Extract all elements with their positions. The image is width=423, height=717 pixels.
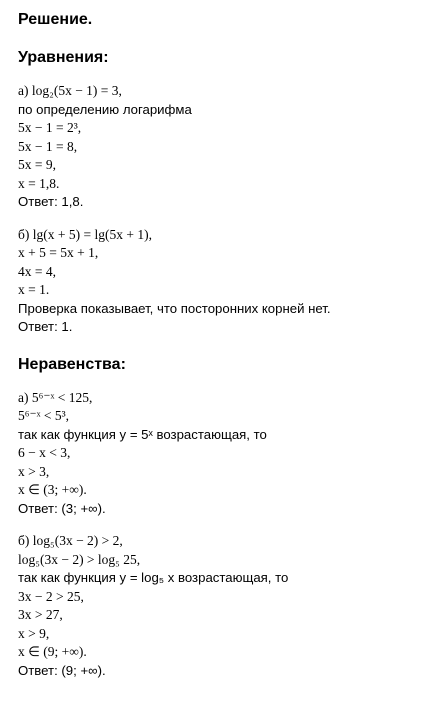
equation-b-line: 4x = 4, bbox=[18, 263, 56, 279]
inequalities-heading: Неравенства: bbox=[18, 355, 126, 373]
inequality-a-line: 6 − x < 3, bbox=[18, 445, 71, 460]
equation-a-line: 5x − 1 = 8, bbox=[18, 138, 78, 154]
inequality-a-block bbox=[18, 389, 418, 519]
inequality-b-line: так как функция y = log₅ x возрастающая, то bbox=[18, 570, 289, 585]
inequality-b-line: log₅(3x − 2) > log₅ 25, bbox=[18, 551, 141, 567]
solution-document bbox=[18, 10, 418, 680]
solution-title: Решение. bbox=[18, 11, 93, 28]
equation-a-line: по определению логарифма bbox=[18, 101, 192, 117]
equations-heading: Уравнения: bbox=[18, 49, 109, 66]
equation-a-line: а) log₂(5x − 1) = 3, bbox=[18, 83, 122, 98]
equation-b-block bbox=[18, 226, 418, 337]
equation-b-check: Проверка показывает, что посторонних корней нет. bbox=[18, 300, 331, 316]
inequality-b-line: 3x − 2 > 25, bbox=[18, 588, 84, 604]
equation-b-line: x = 1. bbox=[18, 282, 50, 297]
inequality-b-answer: Ответ: (9; +∞). bbox=[18, 662, 106, 678]
equation-a-line: x = 1,8. bbox=[18, 175, 60, 191]
equation-b-line: x + 5 = 5x + 1, bbox=[18, 245, 99, 260]
inequality-b-block bbox=[18, 532, 418, 680]
inequality-b-line: б) log₅(3x − 2) > 2, bbox=[18, 533, 123, 548]
equation-a-answer: Ответ: 1,8. bbox=[18, 194, 84, 209]
inequality-a-line: x ∈ (3; +∞). bbox=[18, 482, 87, 497]
equation-a-block bbox=[18, 82, 418, 212]
inequality-a-line: x > 3, bbox=[18, 463, 50, 479]
equation-b-answer: Ответ: 1. bbox=[18, 319, 73, 334]
inequality-b-line: x ∈ (9; +∞). bbox=[18, 644, 87, 659]
equation-b-line: б) lg(x + 5) = lg(5x + 1), bbox=[18, 226, 152, 242]
equation-a-line: 5x = 9, bbox=[18, 157, 56, 172]
inequality-b-line: 3x > 27, bbox=[18, 607, 63, 622]
inequality-a-answer: Ответ: (3; +∞). bbox=[18, 500, 106, 516]
equation-a-line: 5x − 1 = 2³, bbox=[18, 120, 82, 135]
inequality-a-line: а) 5⁶⁻ˣ < 125, bbox=[18, 389, 93, 405]
inequality-a-line: 5⁶⁻ˣ < 5³, bbox=[18, 408, 70, 423]
inequality-b-line: x > 9, bbox=[18, 625, 50, 641]
inequality-a-line: так как функция y = 5ˣ возрастающая, то bbox=[18, 426, 267, 442]
